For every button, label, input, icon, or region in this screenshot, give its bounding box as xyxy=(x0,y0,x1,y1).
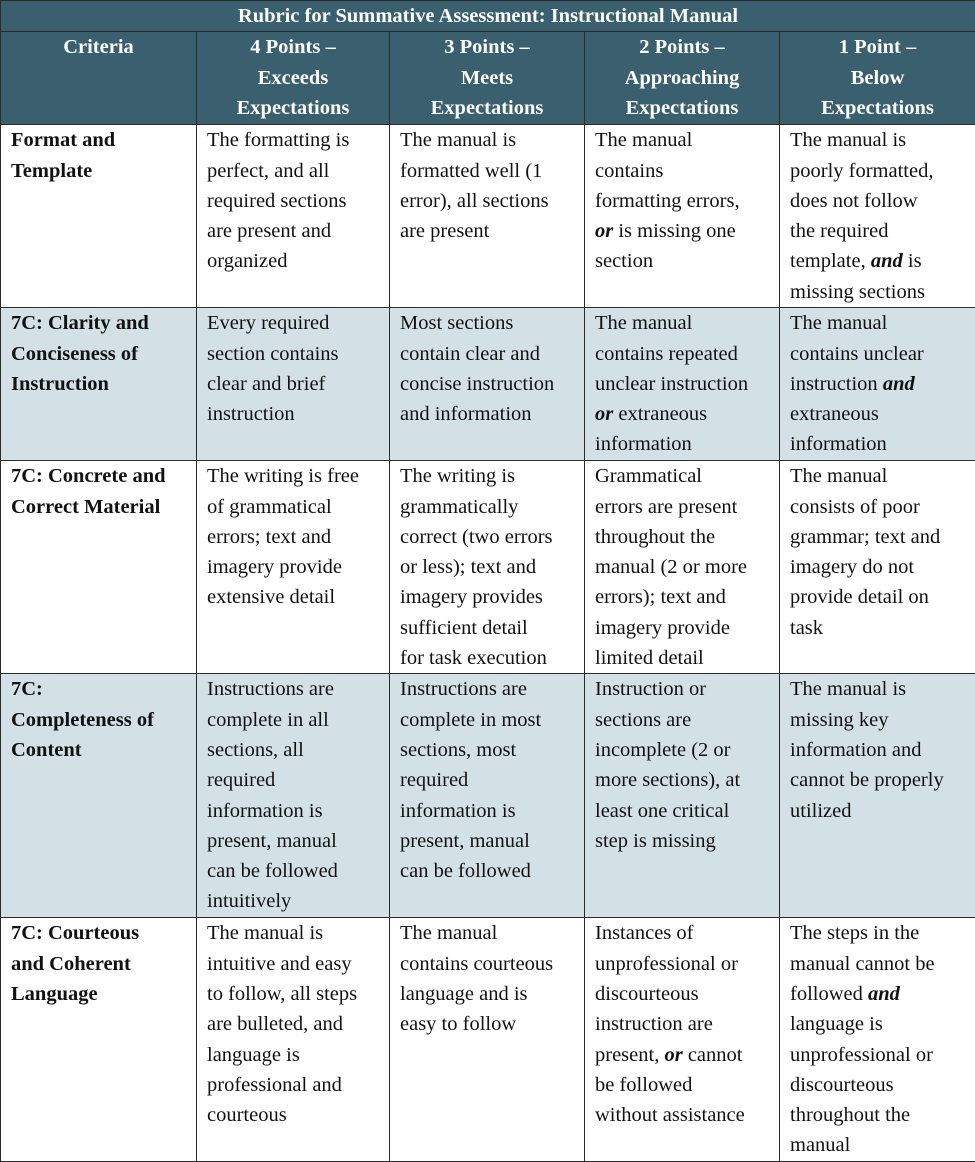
cell-line: and Coherent xyxy=(11,949,192,979)
cell-2-points xyxy=(585,461,780,674)
table-row xyxy=(1,461,975,674)
cell-line: poorly formatted, xyxy=(790,156,971,186)
cell-line: easy to follow xyxy=(400,1009,580,1039)
cell-line: Every required xyxy=(207,308,385,338)
cell-line: The manual is xyxy=(207,918,385,948)
cell-line: language is xyxy=(207,1040,385,1070)
header-2-points xyxy=(585,32,780,125)
criteria-cell xyxy=(1,461,197,674)
cell-line: discourteous xyxy=(595,979,775,1009)
cell-line: manual (2 or more xyxy=(595,552,775,582)
header-line: 1 Point – xyxy=(782,32,973,62)
cell-line: Instructions are xyxy=(207,674,385,704)
emphasis-word: or xyxy=(595,403,613,425)
cell-line: Grammatical xyxy=(595,461,775,491)
cell-line: throughout the xyxy=(790,1100,971,1130)
cell-line: or less); text and xyxy=(400,552,580,582)
cell-line: The steps in the xyxy=(790,918,971,948)
cell-line: organized xyxy=(207,246,385,276)
cell-line: for task execution xyxy=(400,643,580,673)
cell-4-points xyxy=(197,461,390,674)
cell-line: discourteous xyxy=(790,1070,971,1100)
cell-line: present, manual xyxy=(207,826,385,856)
cell-line: grammatically xyxy=(400,492,580,522)
cell-line: errors); text and xyxy=(595,582,775,612)
criteria-cell xyxy=(1,125,197,308)
cell-line: step is missing xyxy=(595,826,775,856)
cell-2-points xyxy=(585,308,780,461)
cell-1-point xyxy=(780,461,975,674)
cell-line: manual cannot be xyxy=(790,949,971,979)
criteria-cell xyxy=(1,918,197,1162)
cell-line: Correct Material xyxy=(11,492,192,522)
cell-line: Instances of xyxy=(595,918,775,948)
cell-line: and information xyxy=(400,399,580,429)
cell-line: present, manual xyxy=(400,826,580,856)
criteria-cell xyxy=(1,308,197,461)
cell-line: task xyxy=(790,613,971,643)
cell-line: The manual is xyxy=(790,674,971,704)
header-line: Exceeds xyxy=(199,63,387,93)
cell-line: error), all sections xyxy=(400,186,580,216)
header-line: Expectations xyxy=(587,93,777,123)
cell-line: clear and brief xyxy=(207,369,385,399)
cell-line: The manual xyxy=(790,461,971,491)
cell-line: consists of poor xyxy=(790,492,971,522)
cell-line: instruction xyxy=(207,399,385,429)
cell-line: missing key xyxy=(790,705,971,735)
cell-line: does not follow xyxy=(790,186,971,216)
cell-2-points xyxy=(585,125,780,308)
cell-line: The manual xyxy=(790,308,971,338)
cell-line: provide detail on xyxy=(790,582,971,612)
cell-line: Content xyxy=(11,735,192,765)
cell-line: required sections xyxy=(207,186,385,216)
cell-line: followed and xyxy=(790,979,971,1009)
cell-line: language is xyxy=(790,1009,971,1039)
cell-line: information and xyxy=(790,735,971,765)
cell-1-point xyxy=(780,674,975,918)
cell-line: perfect, and all xyxy=(207,156,385,186)
cell-line: 7C: Clarity and xyxy=(11,308,192,338)
cell-line: extensive detail xyxy=(207,582,385,612)
cell-line: The formatting is xyxy=(207,125,385,155)
cell-2-points xyxy=(585,918,780,1162)
cell-line: The manual is xyxy=(400,125,580,155)
cell-line: more sections), at xyxy=(595,765,775,795)
cell-line: imagery provide xyxy=(595,613,775,643)
cell-line: without assistance xyxy=(595,1100,775,1130)
cell-line: concise instruction xyxy=(400,369,580,399)
emphasis-word: or xyxy=(595,220,613,242)
table-row xyxy=(1,125,975,308)
cell-3-points xyxy=(390,918,585,1162)
cell-line: limited detail xyxy=(595,643,775,673)
cell-line: present, or cannot xyxy=(595,1040,775,1070)
rubric-body xyxy=(1,125,975,1162)
cell-4-points xyxy=(197,674,390,918)
cell-line: to follow, all steps xyxy=(207,979,385,1009)
cell-line: least one critical xyxy=(595,796,775,826)
cell-line: unprofessional or xyxy=(595,949,775,979)
header-line: Expectations xyxy=(199,93,387,123)
cell-line: The manual is xyxy=(790,125,971,155)
cell-line: imagery provide xyxy=(207,552,385,582)
cell-line: sections, most xyxy=(400,735,580,765)
emphasis-word: and xyxy=(871,250,903,272)
header-line: Criteria xyxy=(3,32,194,62)
cell-line: contain clear and xyxy=(400,339,580,369)
cell-line: complete in all xyxy=(207,705,385,735)
cell-line: Language xyxy=(11,979,192,1009)
emphasis-word: and xyxy=(883,373,915,395)
cell-line: or extraneous xyxy=(595,399,775,429)
cell-line: contains xyxy=(595,156,775,186)
cell-line: section xyxy=(595,246,775,276)
cell-line: Template xyxy=(11,156,192,186)
cell-line: Most sections xyxy=(400,308,580,338)
criteria-cell xyxy=(1,674,197,918)
header-line: Expectations xyxy=(392,93,582,123)
cell-1-point xyxy=(780,918,975,1162)
cell-4-points xyxy=(197,308,390,461)
cell-line: sufficient detail xyxy=(400,613,580,643)
cell-line: incomplete (2 or xyxy=(595,735,775,765)
table-title: Rubric for Summative Assessment: Instructional Manual xyxy=(1,1,975,32)
cell-line: throughout the xyxy=(595,522,775,552)
cell-line: information is xyxy=(207,796,385,826)
header-line: Below xyxy=(782,63,973,93)
cell-line: are present and xyxy=(207,216,385,246)
cell-line: grammar; text and xyxy=(790,522,971,552)
header-line: Approaching xyxy=(587,63,777,93)
cell-line: contains courteous xyxy=(400,949,580,979)
cell-line: sections, all xyxy=(207,735,385,765)
cell-line: be followed xyxy=(595,1070,775,1100)
cell-line: The writing is free xyxy=(207,461,385,491)
table-row xyxy=(1,308,975,461)
cell-line: information is xyxy=(400,796,580,826)
cell-line: errors are present xyxy=(595,492,775,522)
cell-line: can be followed xyxy=(207,856,385,886)
cell-4-points xyxy=(197,918,390,1162)
cell-line: Instruction or xyxy=(595,674,775,704)
cell-line: correct (two errors xyxy=(400,522,580,552)
cell-line: instruction are xyxy=(595,1009,775,1039)
cell-3-points xyxy=(390,674,585,918)
header-line: 4 Points – xyxy=(199,32,387,62)
table-row xyxy=(1,674,975,918)
cell-line: instruction and xyxy=(790,369,971,399)
cell-line: are bulleted, and xyxy=(207,1009,385,1039)
header-line: Meets xyxy=(392,63,582,93)
cell-line: intuitively xyxy=(207,886,385,916)
cell-line: Conciseness of xyxy=(11,339,192,369)
cell-line: or is missing one xyxy=(595,216,775,246)
cell-line: section contains xyxy=(207,339,385,369)
cell-line: manual xyxy=(790,1130,971,1160)
cell-line: template, and is xyxy=(790,246,971,276)
cell-line: cannot be properly xyxy=(790,765,971,795)
cell-line: The manual xyxy=(595,125,775,155)
cell-line: professional and xyxy=(207,1070,385,1100)
cell-line: missing sections xyxy=(790,277,971,307)
cell-line: information xyxy=(790,429,971,459)
emphasis-word: or xyxy=(664,1044,682,1066)
cell-line: unclear instruction xyxy=(595,369,775,399)
cell-line: 7C: xyxy=(11,674,192,704)
cell-line: Format and xyxy=(11,125,192,155)
cell-3-points xyxy=(390,308,585,461)
cell-line: the required xyxy=(790,216,971,246)
cell-line: extraneous xyxy=(790,399,971,429)
cell-1-point xyxy=(780,125,975,308)
cell-line: Completeness of xyxy=(11,705,192,735)
cell-line: are present xyxy=(400,216,580,246)
cell-line: complete in most xyxy=(400,705,580,735)
cell-line: required xyxy=(400,765,580,795)
cell-line: 7C: Courteous xyxy=(11,918,192,948)
cell-line: utilized xyxy=(790,796,971,826)
header-line: Expectations xyxy=(782,93,973,123)
cell-line: formatting errors, xyxy=(595,186,775,216)
cell-line: information xyxy=(595,429,775,459)
cell-line: The manual xyxy=(400,918,580,948)
emphasis-word: and xyxy=(868,983,900,1005)
cell-line: The manual xyxy=(595,308,775,338)
cell-line: intuitive and easy xyxy=(207,949,385,979)
cell-line: required xyxy=(207,765,385,795)
cell-line: The writing is xyxy=(400,461,580,491)
cell-2-points xyxy=(585,674,780,918)
cell-3-points xyxy=(390,125,585,308)
cell-line: language and is xyxy=(400,979,580,1009)
cell-line: formatted well (1 xyxy=(400,156,580,186)
cell-4-points xyxy=(197,125,390,308)
cell-line: can be followed xyxy=(400,856,580,886)
cell-line: imagery provides xyxy=(400,582,580,612)
cell-line: 7C: Concrete and xyxy=(11,461,192,491)
header-line: 3 Points – xyxy=(392,32,582,62)
header-4-points xyxy=(197,32,390,125)
header-1-point xyxy=(780,32,975,125)
cell-line: contains repeated xyxy=(595,339,775,369)
cell-line: of grammatical xyxy=(207,492,385,522)
header-row xyxy=(1,32,975,125)
cell-1-point xyxy=(780,308,975,461)
cell-3-points xyxy=(390,461,585,674)
table-row xyxy=(1,918,975,1162)
cell-line: Instructions are xyxy=(400,674,580,704)
cell-line: courteous xyxy=(207,1100,385,1130)
cell-line: contains unclear xyxy=(790,339,971,369)
header-criteria xyxy=(1,32,197,125)
cell-line: unprofessional or xyxy=(790,1040,971,1070)
cell-line: errors; text and xyxy=(207,522,385,552)
header-3-points xyxy=(390,32,585,125)
header-line: 2 Points – xyxy=(587,32,777,62)
cell-line: imagery do not xyxy=(790,552,971,582)
cell-line: Instruction xyxy=(11,369,192,399)
cell-line: sections are xyxy=(595,705,775,735)
